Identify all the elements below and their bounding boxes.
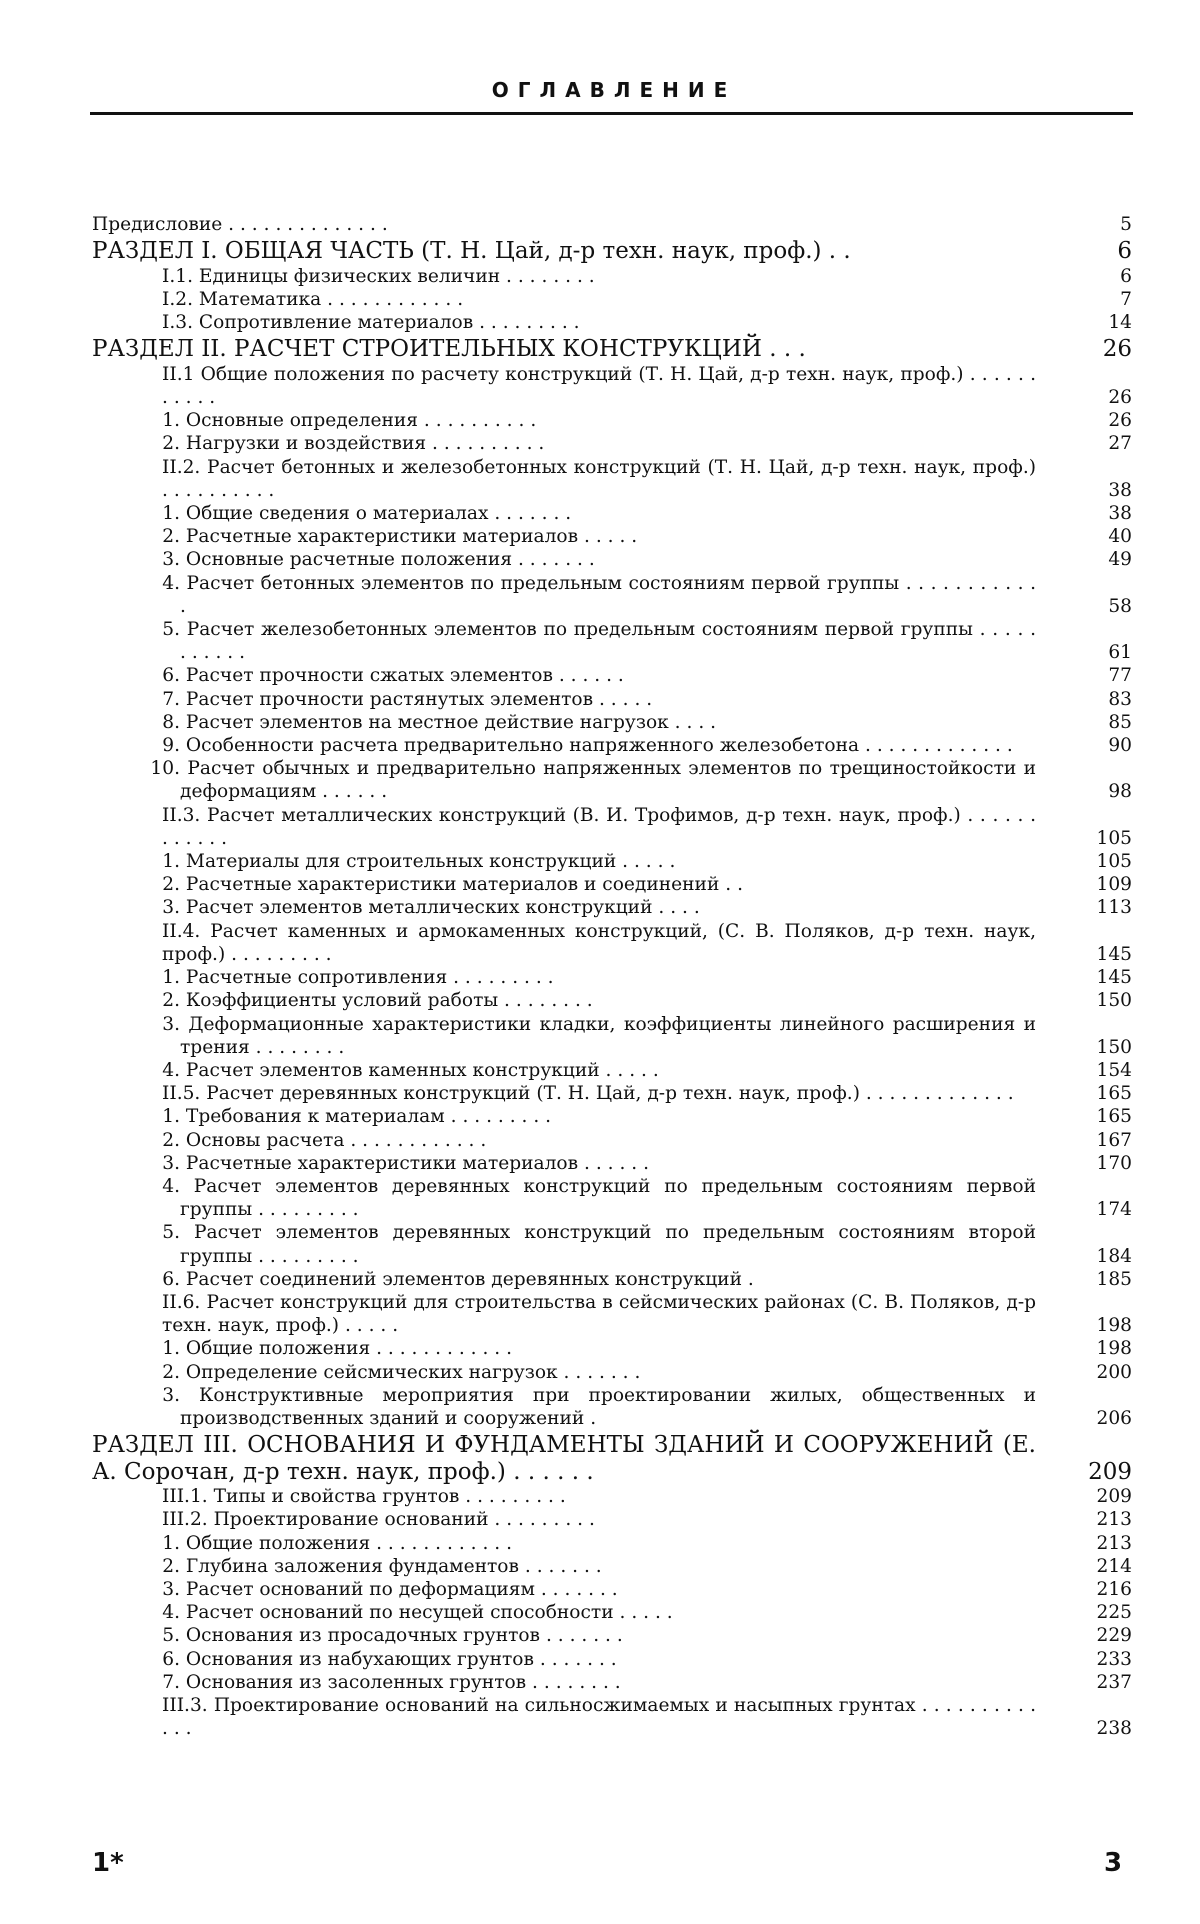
toc-entry-title xyxy=(92,1671,1132,1694)
toc-entry-title xyxy=(92,850,1132,873)
toc-entry-number: 1. xyxy=(162,410,180,432)
toc-entry-number: 10. xyxy=(150,758,180,780)
toc-page-number: 213 xyxy=(1096,1532,1132,1554)
toc-entry-number: 4. xyxy=(162,1175,180,1197)
toc-entry-text: Расчетные характеристики материалов . . . . . xyxy=(185,526,638,548)
toc-entry-title xyxy=(92,288,1132,311)
toc-section-entry xyxy=(92,1432,1132,1485)
toc-entry-text: Расчетные сопротивления . . . . . . . . . xyxy=(185,967,554,989)
page-number: 3 xyxy=(1104,1848,1123,1878)
toc-entry-title xyxy=(92,1175,1132,1221)
toc-page-number: 83 xyxy=(1108,688,1132,710)
toc-entry-text: Предисловие . . . . . . . . . . . . . . xyxy=(92,214,388,235)
toc-entry-text: Основные расчетные положения . . . . . . . xyxy=(185,549,595,571)
toc-entry-title xyxy=(92,572,1132,618)
toc-entry-number: 2. xyxy=(162,1555,180,1577)
toc-subsection-entry xyxy=(92,265,1132,288)
toc-entry-title xyxy=(92,311,1132,334)
toc-entry-number: 5. xyxy=(162,1222,180,1244)
toc-item-entry xyxy=(92,850,1132,873)
toc-entry-title xyxy=(92,1384,1132,1430)
toc-subsection-entry xyxy=(92,1694,1132,1740)
toc-page-number: 150 xyxy=(1096,990,1132,1012)
toc-entry-text: Расчет прочности растянутых элементов . . . . . xyxy=(185,688,653,710)
toc-entry-text: РАЗДЕЛ I. ОБЩАЯ ЧАСТЬ (Т. Н. Цай, д-р техн. наук, проф.) . . xyxy=(92,238,851,265)
toc-page-number: 165 xyxy=(1096,1083,1132,1105)
header-rule xyxy=(90,112,1133,115)
toc-entry-text: I.3. Сопротивление материалов . . . . . . . . . xyxy=(162,312,580,334)
toc-entry-title xyxy=(92,1555,1132,1578)
toc-page-number: 216 xyxy=(1096,1578,1132,1600)
toc-entry-text: Расчет оснований по деформациям . . . . . . . xyxy=(185,1578,618,1600)
toc-entry-text: II.6. Расчет конструкций для строительства в сейсмических районах (С. В. Поляков, д-р техн. наук, проф.) . . . . . xyxy=(162,1291,1036,1337)
toc-page-number: 145 xyxy=(1096,967,1132,989)
toc-entry-title xyxy=(92,757,1132,803)
toc-entry-title xyxy=(92,804,1132,850)
toc-entry-text: Расчет прочности сжатых элементов . . . . . . xyxy=(185,665,624,687)
toc-entry-text: РАЗДЕЛ III. ОСНОВАНИЯ И ФУНДАМЕНТЫ ЗДАНИЙ И СООРУЖЕНИЙ (Е. А. Сорочан, д-р техн. наук, проф.) . . . . . . xyxy=(92,1432,1036,1485)
toc-entry-number: 2. xyxy=(162,1361,180,1383)
toc-entry-title xyxy=(92,432,1132,455)
toc-entry-text: II.1 Общие положения по расчету конструкций (Т. Н. Цай, д-р техн. наук, проф.) . . . . . . . . . . . xyxy=(162,363,1036,409)
toc-entry-title xyxy=(92,213,1132,236)
toc-entry-number: 1. xyxy=(162,1106,180,1128)
toc-entry-number: 4. xyxy=(162,1602,180,1624)
toc-item-entry xyxy=(92,1555,1132,1578)
toc-entry-title xyxy=(92,1337,1132,1360)
toc-entry-text: II.3. Расчет металлических конструкций (В. И. Трофимов, д-р техн. наук, проф.) . . . . . . . . . . . . xyxy=(162,804,1036,849)
toc-item-entry xyxy=(92,502,1132,525)
toc-entry-title xyxy=(92,989,1132,1012)
toc-entry-text: Общие положения . . . . . . . . . . . . xyxy=(185,1532,513,1554)
toc-page-number: 7 xyxy=(1120,288,1132,310)
toc-item-entry xyxy=(92,618,1132,664)
toc-entry-title xyxy=(92,688,1132,711)
toc-entry-title xyxy=(92,1291,1132,1337)
toc-entry-title xyxy=(92,734,1132,757)
toc-item-entry xyxy=(92,711,1132,734)
toc-item-entry xyxy=(92,1013,1132,1059)
toc-section-entry xyxy=(92,336,1132,363)
toc-entry-text: II.4. Расчет каменных и армокаменных конструкций, (С. В. Поляков, д-р техн. наук, проф.) . . . . . . . . . xyxy=(162,920,1036,965)
toc-entry-title xyxy=(92,336,1132,363)
toc-entry-text: Расчет элементов деревянных конструкций по предельным состояниям второй группы . . . . . . . . . xyxy=(180,1222,1036,1267)
toc-entry-title xyxy=(92,1648,1132,1671)
toc-entry-number: 1. xyxy=(162,503,180,525)
toc-entry-title xyxy=(92,966,1132,989)
toc-page-number: 109 xyxy=(1096,874,1132,896)
toc-entry-number: 2. xyxy=(162,990,180,1012)
toc-entry-text: Расчет элементов на местное действие нагрузок . . . . xyxy=(185,711,717,733)
toc-entry-number: 3. xyxy=(162,1013,180,1035)
toc-entry-text: Расчетные характеристики материалов . . . . . . xyxy=(185,1152,650,1174)
toc-item-entry xyxy=(92,734,1132,757)
toc-entry-title xyxy=(92,1694,1132,1740)
toc-page-number: 184 xyxy=(1096,1245,1132,1267)
toc-entry-text: Общие сведения о материалах . . . . . . . xyxy=(185,503,572,525)
toc-item-entry xyxy=(92,1648,1132,1671)
toc-entry-number: 1. xyxy=(162,967,180,989)
toc-entry-title xyxy=(92,525,1132,548)
toc-item-entry xyxy=(92,1175,1132,1221)
toc-item-entry xyxy=(92,525,1132,548)
toc-entry-number: 2. xyxy=(162,874,180,896)
toc-page-number: 90 xyxy=(1108,735,1132,757)
toc-page-number: 174 xyxy=(1096,1199,1132,1221)
toc-item-entry xyxy=(92,989,1132,1012)
toc-subsection-entry xyxy=(92,1485,1132,1508)
toc-entry-title xyxy=(92,1013,1132,1059)
toc-entry-title xyxy=(92,896,1132,919)
toc-page-number: 209 xyxy=(1088,1458,1132,1485)
toc-item-entry xyxy=(92,572,1132,618)
toc-subsection-entry xyxy=(92,1082,1132,1105)
toc-page-number: 105 xyxy=(1096,851,1132,873)
toc-entry xyxy=(92,213,1132,236)
toc-entry-title xyxy=(92,711,1132,734)
toc-subsection-entry xyxy=(92,920,1132,966)
toc-page-number: 58 xyxy=(1108,595,1132,617)
toc-item-entry xyxy=(92,1532,1132,1555)
toc-subsection-entry xyxy=(92,1291,1132,1337)
toc-entry-title xyxy=(92,1578,1132,1601)
toc-entry-text: Требования к материалам . . . . . . . . . xyxy=(185,1106,552,1128)
toc-entry-number: 1. xyxy=(162,1338,180,1360)
toc-entry-title xyxy=(92,363,1132,409)
toc-page-number: 170 xyxy=(1096,1152,1132,1174)
toc-page-number: 38 xyxy=(1108,479,1132,501)
toc-entry-text: Расчет соединений элементов деревянных конструкций . xyxy=(185,1268,754,1290)
page-header: ОГЛАВЛЕНИЕ xyxy=(491,78,737,102)
toc-page-number: 145 xyxy=(1096,943,1132,965)
toc-entry-number: 4. xyxy=(162,1059,180,1081)
toc-entry-text: Материалы для строительных конструкций . . . . . xyxy=(185,851,676,873)
toc-item-entry xyxy=(92,664,1132,687)
toc-page-number: 26 xyxy=(1108,387,1132,409)
toc-page-number: 165 xyxy=(1096,1106,1132,1128)
toc-page-number: 209 xyxy=(1096,1486,1132,1508)
toc-entry-title xyxy=(92,1532,1132,1555)
toc-item-entry xyxy=(92,1601,1132,1624)
toc-entry-title xyxy=(92,1129,1132,1152)
toc-entry-number: 5. xyxy=(162,1625,180,1647)
toc-item-entry xyxy=(92,1361,1132,1384)
toc-page-number: 49 xyxy=(1108,549,1132,571)
toc-entry-text: Основания из просадочных грунтов . . . . . . . xyxy=(185,1625,623,1647)
toc-entry-text: Расчет элементов деревянных конструкций по предельным состояниям первой группы . . . . . . . . . xyxy=(180,1175,1036,1221)
toc-subsection-entry xyxy=(92,1508,1132,1531)
toc-entry-text: Основания из набухающих грунтов . . . . . . . xyxy=(185,1648,617,1670)
toc-entry-title xyxy=(92,1268,1132,1291)
toc-item-entry xyxy=(92,1059,1132,1082)
toc-page-number: 213 xyxy=(1096,1509,1132,1531)
toc-item-entry xyxy=(92,1129,1132,1152)
toc-item-entry xyxy=(92,873,1132,896)
toc-item-entry xyxy=(92,1152,1132,1175)
toc-entry-title xyxy=(92,1624,1132,1647)
toc-page-number: 214 xyxy=(1096,1555,1132,1577)
toc-entry-text: Расчет железобетонных элементов по предельным состояниям первой группы . . . . . . . . . . . xyxy=(180,619,1036,664)
toc-page-number: 85 xyxy=(1108,711,1132,733)
toc-entry-number: 7. xyxy=(162,1671,180,1693)
toc-entry-title xyxy=(92,1082,1132,1105)
toc-entry-number: 3. xyxy=(162,1578,180,1600)
toc-entry-text: Коэффициенты условий работы . . . . . . . . xyxy=(185,990,593,1012)
toc-item-entry xyxy=(92,1578,1132,1601)
toc-subsection-entry xyxy=(92,363,1132,409)
toc-page-number: 198 xyxy=(1096,1315,1132,1337)
toc-entry-text: Расчет элементов каменных конструкций . . . . . xyxy=(185,1059,659,1081)
toc-entry-text: Деформационные характеристики кладки, коэффициенты линейного расширения и трения . . . . . . . . xyxy=(180,1013,1036,1058)
toc-entry-text: Особенности расчета предварительно напряженного железобетона . . . . . . . . . . . . . xyxy=(185,735,1013,757)
toc-entry-number: 5. xyxy=(162,619,180,641)
toc-page-number: 200 xyxy=(1096,1361,1132,1383)
toc-entry-title xyxy=(92,265,1132,288)
toc-entry-title xyxy=(92,409,1132,432)
toc-entry-text: Нагрузки и воздействия . . . . . . . . . . xyxy=(185,433,545,455)
toc-entry-number: 6. xyxy=(162,1648,180,1670)
toc-entry-title xyxy=(92,456,1132,502)
toc-page-number: 237 xyxy=(1096,1671,1132,1693)
toc-item-entry xyxy=(92,548,1132,571)
toc-entry-text: Общие положения . . . . . . . . . . . . xyxy=(185,1338,513,1360)
toc-entry-title xyxy=(92,1361,1132,1384)
toc-entry-number: 3. xyxy=(162,1152,180,1174)
toc-entry-number: 3. xyxy=(162,897,180,919)
toc-item-entry xyxy=(92,757,1132,803)
toc-subsection-entry xyxy=(92,288,1132,311)
toc-entry-number: 6. xyxy=(162,665,180,687)
toc-item-entry xyxy=(92,1671,1132,1694)
toc-entry-text: Глубина заложения фундаментов . . . . . . . xyxy=(185,1555,602,1577)
signature-mark: 1* xyxy=(92,1848,124,1878)
toc-entry-title xyxy=(92,1601,1132,1624)
toc-entry-text: I.1. Единицы физических величин . . . . . . . . xyxy=(162,265,595,287)
toc-page-number: 5 xyxy=(1120,214,1132,235)
toc-entry-number: 7. xyxy=(162,688,180,710)
toc-page-number: 238 xyxy=(1096,1718,1132,1740)
toc-entry-text: II.5. Расчет деревянных конструкций (Т. Н. Цай, д-р техн. наук, проф.) . . . . . . . . . . . . . xyxy=(162,1083,1014,1105)
toc-page-number: 77 xyxy=(1108,665,1132,687)
toc-entry-title xyxy=(92,548,1132,571)
toc-entry-text: Расчет элементов металлических конструкций . . . . xyxy=(185,897,700,919)
toc-item-entry xyxy=(92,966,1132,989)
toc-page-number: 38 xyxy=(1108,503,1132,525)
toc-entry-text: Конструктивные мероприятия при проектировании жилых, общественных и производственных зданий и сооружений . xyxy=(180,1384,1036,1429)
toc-item-entry xyxy=(92,1268,1132,1291)
toc-entry-text: I.2. Математика . . . . . . . . . . . . xyxy=(162,288,464,310)
toc-page-number: 225 xyxy=(1096,1602,1132,1624)
toc-entry-title xyxy=(92,1485,1132,1508)
toc-entry-title xyxy=(92,1508,1132,1531)
toc-entry-number: 9. xyxy=(162,735,180,757)
toc-entry-text: III.2. Проектирование оснований . . . . . . . . . xyxy=(162,1509,595,1531)
toc-entry-number: 4. xyxy=(162,572,180,594)
toc-entry-number: 1. xyxy=(162,1532,180,1554)
toc-entry-title xyxy=(92,873,1132,896)
toc-page-number: 229 xyxy=(1096,1625,1132,1647)
toc-entry-number: 1. xyxy=(162,851,180,873)
toc-entry-title xyxy=(92,664,1132,687)
toc-entry-number: 2. xyxy=(162,526,180,548)
table-of-contents xyxy=(92,213,1132,1740)
toc-entry-text: III.3. Проектирование оснований на сильносжимаемых и насыпных грунтах . . . . . . . . . . . . . xyxy=(162,1694,1036,1740)
toc-entry-title xyxy=(92,238,1132,265)
toc-page-number: 150 xyxy=(1096,1036,1132,1058)
toc-item-entry xyxy=(92,409,1132,432)
toc-entry-text: Основные определения . . . . . . . . . . xyxy=(185,410,537,432)
toc-entry-text: III.1. Типы и свойства грунтов . . . . . . . . . xyxy=(162,1486,566,1508)
toc-page-number: 61 xyxy=(1108,642,1132,664)
toc-entry-text: Расчет оснований по несущей способности . . . . . xyxy=(185,1602,673,1624)
toc-page-number: 27 xyxy=(1108,433,1132,455)
toc-entry-text: Расчет обычных и предварительно напряженных элементов по трещиностойкости и деформациям . . . . . . xyxy=(180,758,1036,803)
toc-item-entry xyxy=(92,1337,1132,1360)
toc-item-entry xyxy=(92,688,1132,711)
toc-page-number: 26 xyxy=(1108,410,1132,432)
toc-page-number: 167 xyxy=(1096,1129,1132,1151)
toc-item-entry xyxy=(92,896,1132,919)
toc-item-entry xyxy=(92,1221,1132,1267)
toc-page-number: 6 xyxy=(1120,265,1132,287)
toc-entry-text: РАЗДЕЛ II. РАСЧЕТ СТРОИТЕЛЬНЫХ КОНСТРУКЦИЙ . . . xyxy=(92,336,806,363)
toc-entry-number: 6. xyxy=(162,1268,180,1290)
toc-entry-text: Определение сейсмических нагрузок . . . . . . . xyxy=(185,1361,641,1383)
toc-page-number: 154 xyxy=(1096,1059,1132,1081)
toc-page-number: 233 xyxy=(1096,1648,1132,1670)
toc-entry-text: Основы расчета . . . . . . . . . . . . xyxy=(185,1129,487,1151)
toc-entry-title xyxy=(92,920,1132,966)
toc-entry-text: II.2. Расчет бетонных и железобетонных конструкций (Т. Н. Цай, д-р техн. наук, проф.) . . . . . . . . . . xyxy=(162,456,1036,501)
toc-entry-text: Основания из засоленных грунтов . . . . . . . . xyxy=(185,1671,621,1693)
toc-entry-number: 3. xyxy=(162,549,180,571)
toc-subsection-entry xyxy=(92,456,1132,502)
toc-page-number: 26 xyxy=(1102,336,1132,363)
toc-entry-title xyxy=(92,1152,1132,1175)
toc-page-number: 185 xyxy=(1096,1268,1132,1290)
toc-page-number: 105 xyxy=(1096,827,1132,849)
toc-page-number: 14 xyxy=(1108,312,1132,334)
toc-entry-title xyxy=(92,1105,1132,1128)
toc-entry-number: 2. xyxy=(162,1129,180,1151)
toc-page-number: 198 xyxy=(1096,1338,1132,1360)
toc-page-number: 98 xyxy=(1108,781,1132,803)
toc-entry-number: 3. xyxy=(162,1384,180,1406)
toc-entry-text: Расчет бетонных элементов по предельным состояниям первой группы . . . . . . . . . . . . xyxy=(180,572,1036,617)
toc-entry-number: 8. xyxy=(162,711,180,733)
toc-item-entry xyxy=(92,1624,1132,1647)
toc-entry-title xyxy=(92,502,1132,525)
toc-page-number: 206 xyxy=(1096,1407,1132,1429)
toc-item-entry xyxy=(92,432,1132,455)
toc-page-number: 113 xyxy=(1096,897,1132,919)
toc-item-entry xyxy=(92,1384,1132,1430)
toc-item-entry xyxy=(92,1105,1132,1128)
toc-subsection-entry xyxy=(92,804,1132,850)
toc-entry-text: Расчетные характеристики материалов и соединений . . xyxy=(185,874,743,896)
toc-page-number: 6 xyxy=(1117,238,1132,265)
toc-entry-title xyxy=(92,618,1132,664)
toc-entry-title xyxy=(92,1432,1132,1485)
toc-section-entry xyxy=(92,238,1132,265)
toc-page-number: 40 xyxy=(1108,526,1132,548)
toc-entry-title xyxy=(92,1059,1132,1082)
toc-entry-title xyxy=(92,1221,1132,1267)
toc-subsection-entry xyxy=(92,311,1132,334)
toc-entry-number: 2. xyxy=(162,433,180,455)
